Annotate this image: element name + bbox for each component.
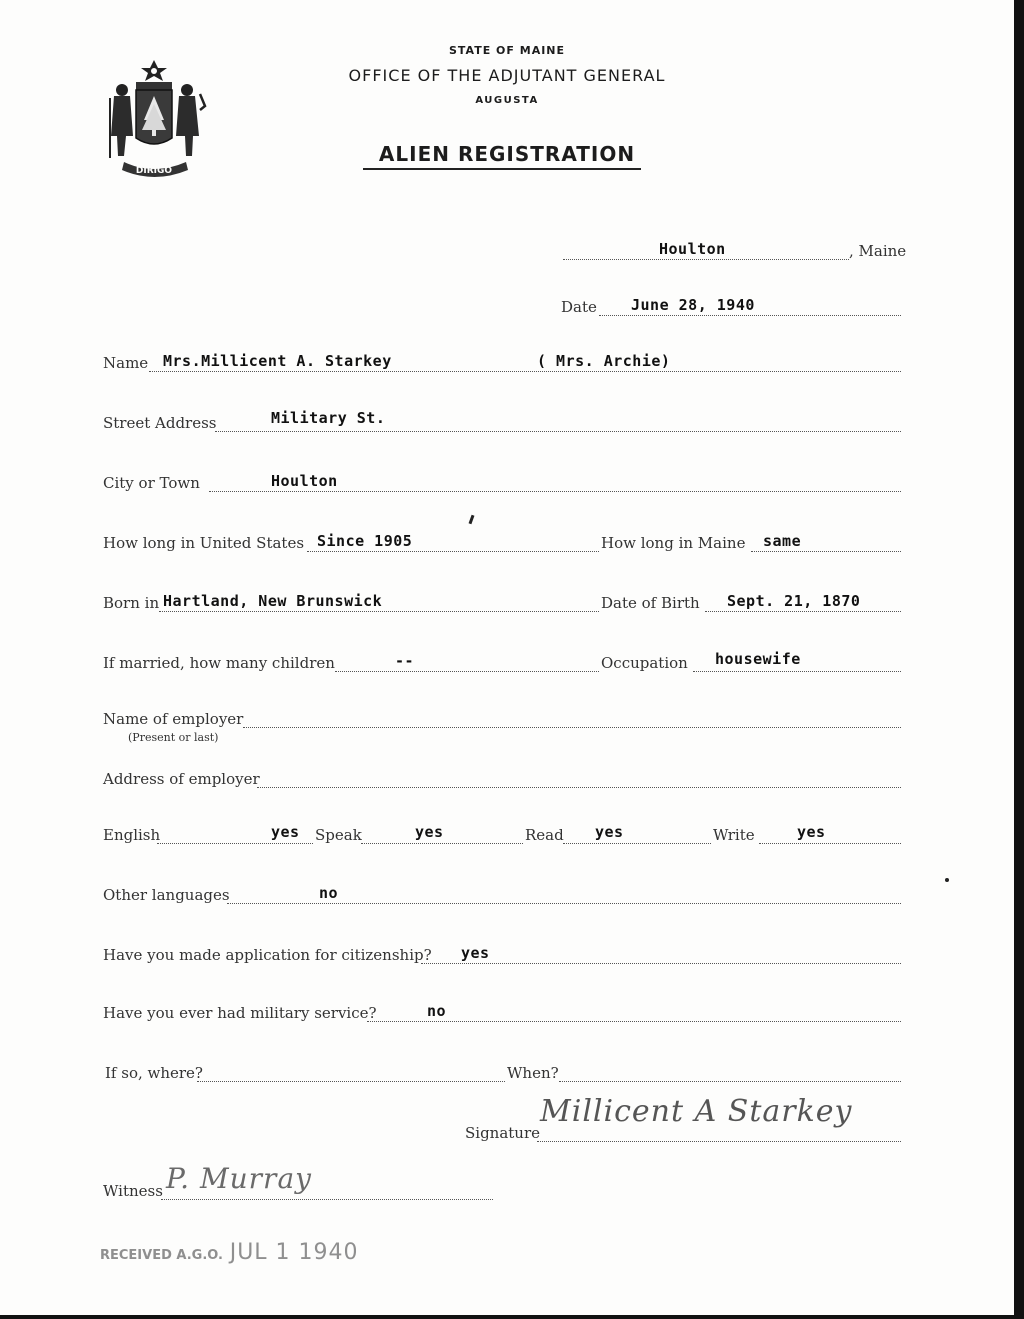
children-line	[335, 655, 599, 672]
employer-label: Name of employer	[103, 710, 244, 728]
other-languages-value: no	[319, 884, 339, 902]
date-label: Date	[561, 298, 597, 316]
place-value: Houlton	[659, 240, 726, 258]
where-line	[197, 1065, 505, 1082]
english-label: English	[103, 826, 161, 844]
city-heading: AUGUSTA	[475, 95, 539, 106]
occupation-label: Occupation	[601, 654, 688, 672]
birth-row	[103, 592, 903, 616]
military-value: no	[427, 1002, 447, 1020]
street-label: Street Address	[103, 414, 217, 432]
date-row	[103, 296, 903, 320]
language-skills-row	[103, 824, 903, 848]
when-line	[559, 1065, 901, 1082]
military-line	[367, 1005, 901, 1022]
employer-address-line	[257, 771, 901, 788]
occupation-value: housewife	[715, 650, 801, 668]
name-row	[103, 352, 903, 376]
employer-address-row	[103, 768, 903, 792]
dob-value: Sept. 21, 1870	[727, 592, 861, 610]
received-stamp	[100, 1240, 359, 1265]
speak-label: Speak	[315, 826, 362, 844]
employer-address-label: Address of employer	[103, 770, 260, 788]
write-line	[759, 827, 901, 844]
form-title: ALIEN REGISTRATION	[378, 142, 636, 166]
write-label: Write	[713, 826, 755, 844]
other-languages-row	[103, 884, 903, 908]
employer-line	[243, 711, 901, 728]
military-row	[103, 1002, 903, 1026]
how-long-us-value: Since 1905	[317, 532, 413, 550]
city-label: City or Town	[103, 474, 200, 492]
received-stamp-date: JUL 1 1940	[229, 1240, 359, 1265]
city-row	[103, 472, 903, 496]
read-line	[563, 827, 711, 844]
state-heading: STATE OF MAINE	[448, 44, 566, 57]
where-label: If so, where?	[105, 1064, 203, 1082]
received-stamp-text: RECEIVED A.G.O.	[100, 1248, 223, 1263]
title-underline	[363, 168, 641, 170]
place-row	[103, 240, 907, 264]
children-value: --	[395, 652, 415, 670]
children-label: If married, how many children	[103, 654, 335, 672]
citizenship-value: yes	[461, 944, 490, 962]
employer-sublabel: (Present or last)	[128, 731, 219, 744]
how-long-maine-value: same	[763, 532, 802, 550]
family-row	[103, 652, 903, 676]
witness-handwriting: P. Murray	[166, 1162, 312, 1195]
signature-label: Signature	[465, 1124, 541, 1142]
read-value: yes	[595, 823, 624, 841]
employer-row	[103, 708, 903, 732]
street-row	[103, 409, 903, 436]
city-value: Houlton	[271, 472, 338, 490]
name-alt-value: ( Mrs. Archie)	[537, 352, 671, 370]
witness-label: Witness	[103, 1182, 163, 1200]
signature-handwriting: Millicent A Starkey	[540, 1094, 853, 1129]
street-value: Military St.	[271, 409, 386, 427]
residence-row	[103, 532, 903, 556]
speak-value: yes	[415, 823, 444, 841]
service-details-row	[103, 1062, 903, 1086]
date-value: June 28, 1940	[631, 296, 755, 314]
citizenship-row	[103, 944, 903, 968]
name-value: Mrs.Millicent A. Starkey	[163, 352, 392, 370]
how-long-maine-label: How long in Maine	[601, 534, 746, 552]
ink-mark	[469, 515, 475, 524]
when-label: When?	[507, 1064, 559, 1082]
write-value: yes	[797, 823, 826, 841]
dob-label: Date of Birth	[601, 594, 700, 612]
english-value: yes	[271, 823, 300, 841]
svg-text:DIRIGO: DIRIGO	[135, 166, 173, 176]
how-long-us-label: How long in United States	[103, 534, 305, 552]
military-label: Have you ever had military service?	[103, 1004, 377, 1022]
born-in-label: Born in	[103, 594, 160, 612]
citizenship-line	[421, 947, 901, 964]
born-in-value: Hartland, New Brunswick	[163, 592, 383, 610]
other-languages-label: Other languages	[103, 886, 230, 904]
name-label: Name	[103, 354, 149, 372]
ink-dot	[945, 878, 949, 882]
office-heading: OFFICE OF THE ADJUTANT GENERAL	[348, 66, 666, 85]
place-suffix: , Maine	[849, 242, 907, 260]
citizenship-label: Have you made application for citizenship?	[103, 946, 432, 964]
read-label: Read	[525, 826, 564, 844]
